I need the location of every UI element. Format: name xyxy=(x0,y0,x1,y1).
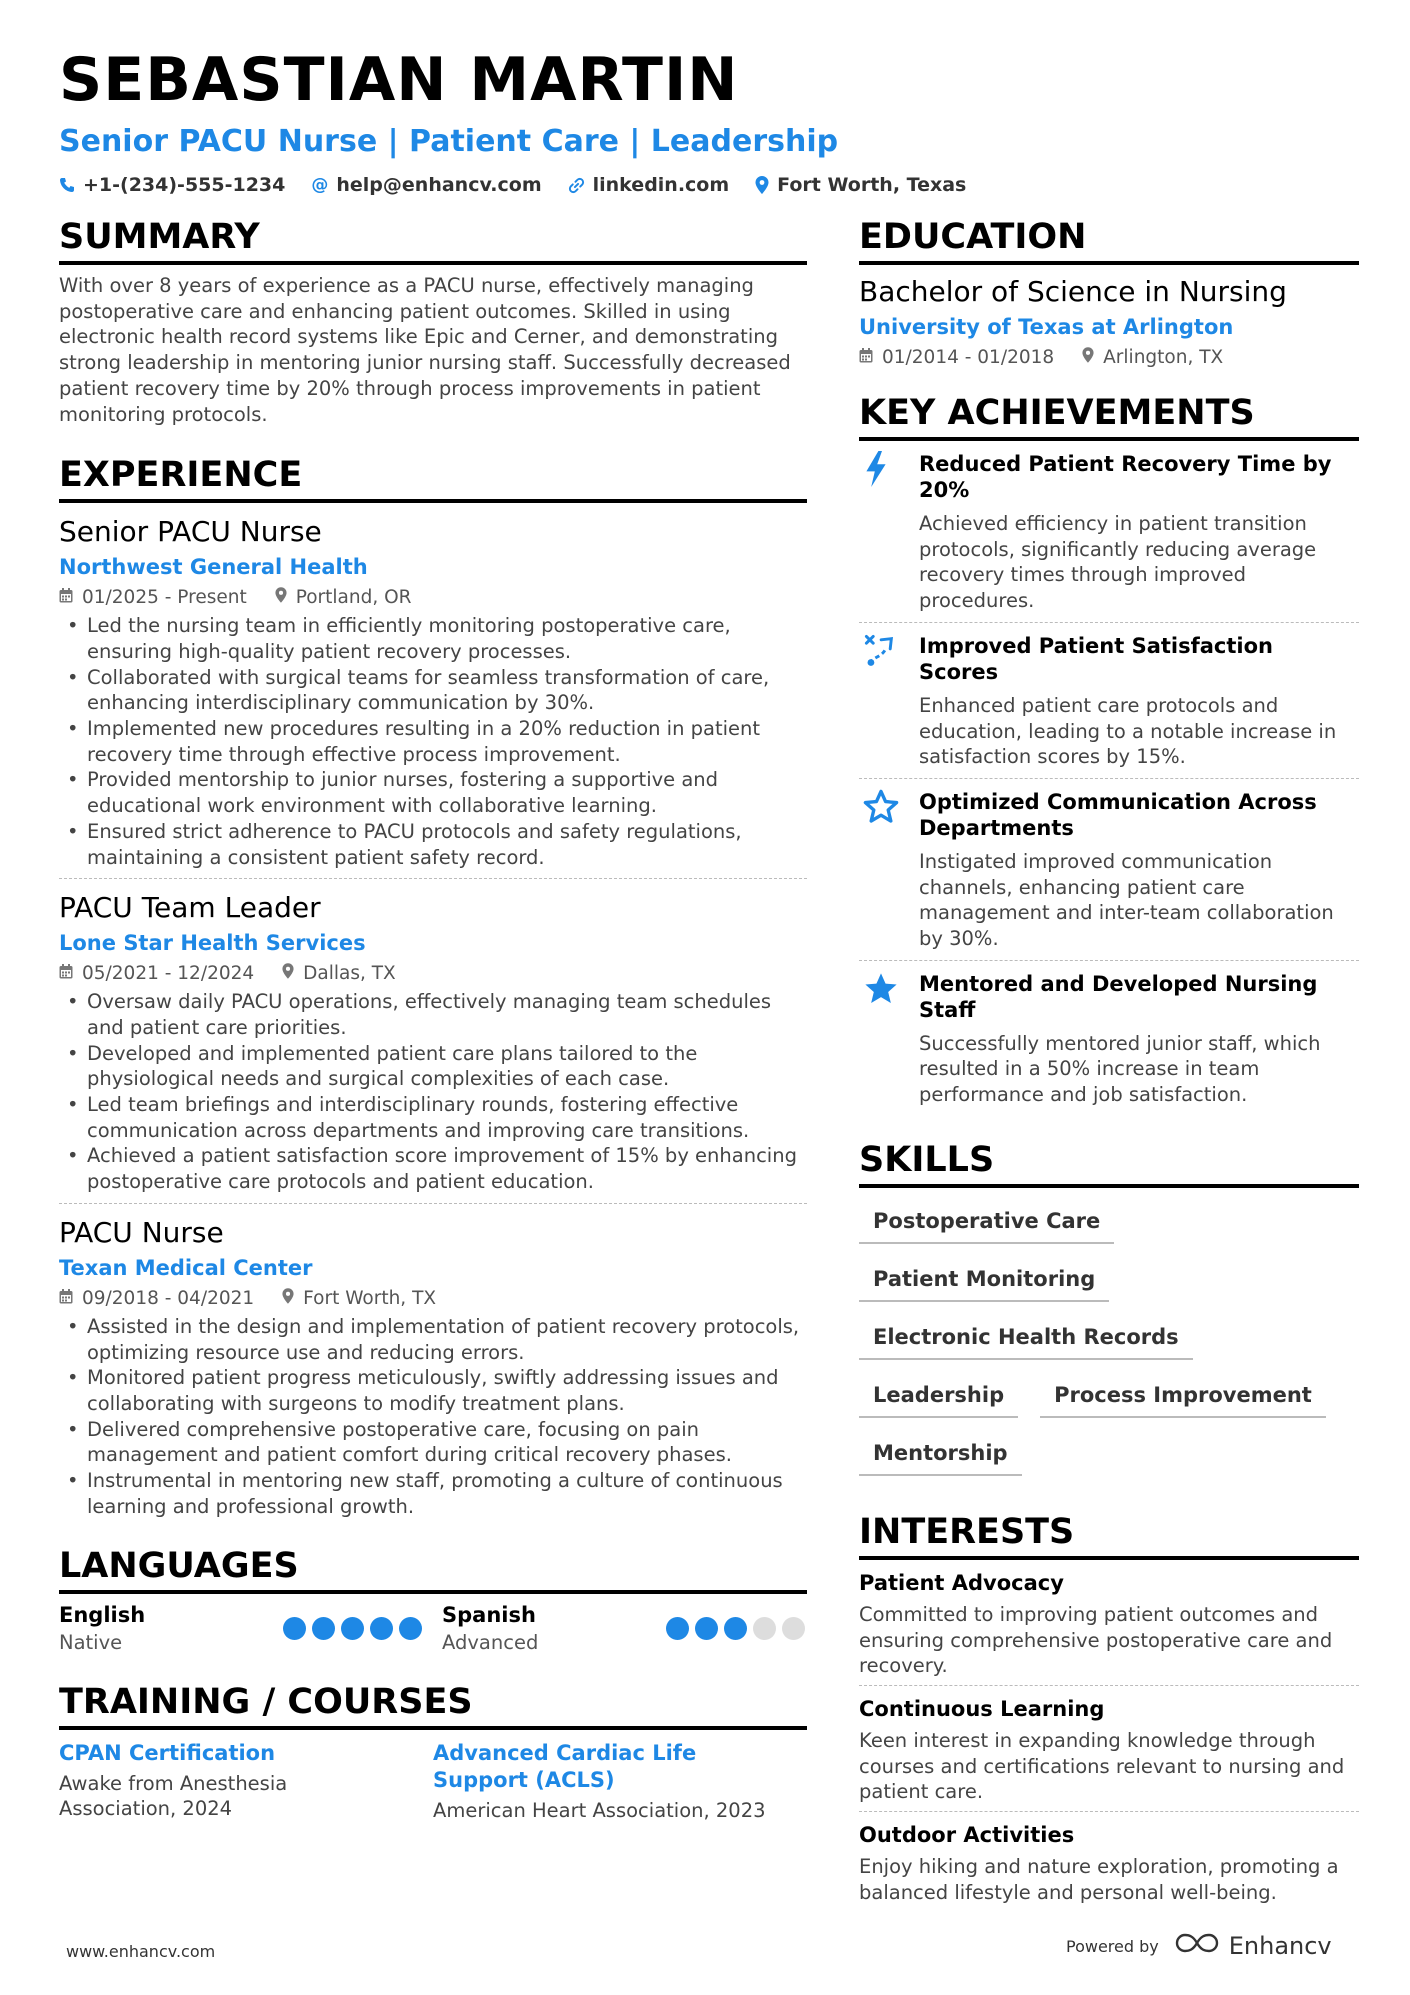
course-org: Awake from Anesthesia Association, 2024 xyxy=(59,1771,288,1821)
job-bullet: • Delivered comprehensive postoperative care, focusing on pain management and patient comfort during critical recovery phases. xyxy=(59,1417,807,1468)
education-school: University of Texas at Arlington xyxy=(859,315,1234,339)
strategy-icon xyxy=(859,633,919,770)
skills-heading: SKILLS xyxy=(859,1138,1359,1188)
job-dates: 05/2021 - 12/2024 xyxy=(82,963,255,985)
rating-dot-filled xyxy=(666,1617,689,1640)
job-location: Fort Worth, TX xyxy=(303,1287,437,1309)
interest-desc: Keen interest in expanding knowledge through courses and certifications relevant to nursing and patient care. xyxy=(859,1728,1345,1804)
summary-section xyxy=(59,215,807,427)
education-dates: 01/2014 - 01/2018 xyxy=(882,347,1055,368)
interest-title: Patient Advocacy xyxy=(859,1570,1064,1595)
language-rating xyxy=(283,1617,422,1640)
job-bullet: • Led team briefings and interdisciplinary rounds, fostering effective communication across departments and improving care transitions. xyxy=(59,1092,807,1143)
rating-dot-filled xyxy=(370,1617,393,1640)
job-meta xyxy=(59,1286,807,1312)
location-icon xyxy=(755,176,769,194)
language-item xyxy=(59,1602,424,1656)
candidate-title: Senior PACU Nurse | Patient Care | Leadership xyxy=(59,124,839,159)
right-column xyxy=(859,215,1359,1911)
job-bullet: • Achieved a patient satisfaction score improvement of 15% by enhancing postoperative care protocols and patient education. xyxy=(59,1143,807,1194)
achievement-item xyxy=(859,441,1359,622)
training-section xyxy=(59,1680,807,1824)
star-filled-icon xyxy=(859,971,919,1108)
job-company: Northwest General Health xyxy=(59,555,368,580)
job-location: Portland, OR xyxy=(295,587,412,609)
rating-dot-filled xyxy=(341,1617,364,1640)
achievements-heading: KEY ACHIEVEMENTS xyxy=(859,391,1359,441)
footer-branding xyxy=(1066,1932,1332,1960)
phone-icon xyxy=(59,177,75,193)
contact-phone[interactable] xyxy=(59,174,285,196)
skill-tag: Electronic Health Records xyxy=(859,1318,1193,1360)
rating-dot-filled xyxy=(695,1617,718,1640)
calendar-icon xyxy=(59,585,73,611)
education-location: Arlington, TX xyxy=(1103,347,1224,368)
course-title: CPAN Certification xyxy=(59,1740,276,1765)
language-rating xyxy=(666,1617,805,1640)
job-bullets xyxy=(59,1314,807,1528)
job-location: Dallas, TX xyxy=(303,963,396,985)
course-org: American Heart Association, 2023 xyxy=(433,1798,766,1822)
summary-text: With over 8 years of experience as a PACU nurse, effectively managing postoperative care and enhancing patient outcomes. Skilled in using electronic health record systems like Epic and Cerner, and demonstrating strong leadership in mentoring junior nursing staff. Successfully decreased patient recovery time by 20% through process improvements in patient monitoring protocols. xyxy=(59,274,791,426)
interest-title: Outdoor Activities xyxy=(859,1823,1075,1848)
location-icon xyxy=(275,585,287,611)
infinity-icon xyxy=(1173,1932,1221,1960)
achievement-desc: Instigated improved communication channels, enhancing patient care management and inter-team collaboration by 30%. xyxy=(919,849,1334,951)
contact-bar xyxy=(59,174,1359,196)
rating-dot-filled xyxy=(283,1617,306,1640)
rating-dot-filled xyxy=(399,1617,422,1640)
footer-website[interactable]: www.enhancv.com xyxy=(66,1942,216,1961)
interest-item xyxy=(859,1811,1359,1911)
course-title: Advanced Cardiac Life Support (ACLS) xyxy=(433,1740,697,1792)
location-icon xyxy=(1082,345,1094,371)
achievement-desc: Achieved efficiency in patient transition protocols, significantly reducing average recovery times through improved procedures. xyxy=(919,512,1317,613)
contact-email[interactable] xyxy=(311,174,541,196)
language-name: English xyxy=(59,1602,146,1627)
achievement-item xyxy=(859,778,1359,960)
resume-header xyxy=(59,44,1359,196)
interest-desc: Committed to improving patient outcomes and ensuring comprehensive postoperative care and recovery. xyxy=(859,1602,1333,1678)
job-bullet: • Developed and implemented patient care plans tailored to the physiological needs and surgical complexities of each case. xyxy=(59,1041,807,1092)
language-item xyxy=(442,1602,807,1656)
skill-tag: Leadership xyxy=(859,1376,1018,1418)
job-title: PACU Nurse xyxy=(59,1215,224,1249)
language-level: Advanced xyxy=(442,1630,539,1654)
contact-linkedin-text: linkedin.com xyxy=(592,174,730,196)
skill-tag: Patient Monitoring xyxy=(859,1260,1109,1302)
contact-phone-text: +1-(234)-555-1234 xyxy=(83,174,286,196)
job-dates: 09/2018 - 04/2021 xyxy=(82,1287,255,1309)
language-level: Native xyxy=(59,1630,123,1654)
job-meta xyxy=(59,961,807,987)
languages-heading: LANGUAGES xyxy=(59,1544,807,1594)
course-item xyxy=(59,1740,433,1824)
language-name: Spanish xyxy=(442,1602,536,1627)
education-meta xyxy=(859,345,1359,371)
lightning-icon xyxy=(859,451,919,614)
location-icon xyxy=(282,961,294,987)
job-bullets xyxy=(59,989,807,1203)
job-bullet: • Instrumental in mentoring new staff, promoting a culture of continuous learning and professional growth. xyxy=(59,1468,807,1519)
calendar-icon xyxy=(859,345,873,371)
job-meta xyxy=(59,585,807,611)
link-icon xyxy=(568,177,585,194)
job-bullet: • Collaborated with surgical teams for seamless transformation of care, enhancing interdisciplinary communication by 30%. xyxy=(59,665,807,716)
interest-desc: Enjoy hiking and nature exploration, promoting a balanced lifestyle and personal well-being. xyxy=(859,1855,1339,1904)
skills-section xyxy=(859,1138,1359,1476)
star-outline-icon xyxy=(859,789,919,952)
experience-heading: EXPERIENCE xyxy=(59,453,807,503)
interest-item xyxy=(859,1560,1359,1685)
job-company: Lone Star Health Services xyxy=(59,931,366,956)
job-title: Senior PACU Nurse xyxy=(59,515,322,549)
location-icon xyxy=(282,1286,294,1312)
achievement-desc: Successfully mentored junior staff, which resulted in a 50% increase in team performance and job satisfaction. xyxy=(919,1031,1321,1107)
languages-list xyxy=(59,1602,807,1656)
courses-list xyxy=(59,1740,807,1824)
contact-linkedin[interactable] xyxy=(568,174,730,196)
achievement-item xyxy=(859,960,1359,1116)
summary-heading: SUMMARY xyxy=(59,215,807,265)
rating-dot-filled xyxy=(724,1617,747,1640)
achievements-section xyxy=(859,391,1359,1116)
achievement-item xyxy=(859,622,1359,778)
achievement-title: Reduced Patient Recovery Time by 20% xyxy=(919,452,1332,502)
job-bullet: • Monitored patient progress meticulously, swiftly addressing issues and collaborating with surgeons to modify treatment plans. xyxy=(59,1365,807,1416)
skill-tag: Mentorship xyxy=(859,1434,1022,1476)
training-heading: TRAINING / COURSES xyxy=(59,1680,807,1730)
powered-by-label: Powered by xyxy=(1066,1936,1159,1956)
job-title: PACU Team Leader xyxy=(59,891,321,925)
job-company: Texan Medical Center xyxy=(59,1255,313,1280)
education-section xyxy=(859,215,1359,371)
education-heading: EDUCATION xyxy=(859,215,1359,265)
calendar-icon xyxy=(59,1286,73,1312)
interests-heading: INTERESTS xyxy=(859,1510,1359,1560)
achievement-desc: Enhanced patient care protocols and education, leading to a notable increase in satisfaction scores by 15%. xyxy=(919,693,1337,769)
brand-name: Enhancv xyxy=(1228,1932,1332,1960)
skill-tag: Process Improvement xyxy=(1040,1376,1326,1418)
job-dates: 01/2025 - Present xyxy=(82,587,247,609)
rating-dot-empty xyxy=(782,1617,805,1640)
course-item xyxy=(433,1740,807,1824)
achievement-title: Mentored and Developed Nursing Staff xyxy=(919,971,1318,1022)
job-bullets xyxy=(59,613,807,878)
enhancv-logo[interactable] xyxy=(1173,1932,1332,1960)
interests-section xyxy=(859,1510,1359,1912)
interest-title: Continuous Learning xyxy=(859,1696,1105,1721)
achievement-title: Improved Patient Satisfaction Scores xyxy=(919,633,1273,684)
job-bullet: • Ensured strict adherence to PACU protocols and safety regulations, maintaining a consistent patient safety record. xyxy=(59,819,807,870)
interest-item xyxy=(859,1685,1359,1811)
job-bullet: • Assisted in the design and implementation of patient recovery protocols, optimizing resource use and reducing errors. xyxy=(59,1314,807,1365)
job-bullet: • Oversaw daily PACU operations, effectively managing team schedules and patient care priorities. xyxy=(59,989,807,1040)
skill-tag: Postoperative Care xyxy=(859,1202,1114,1244)
education-degree: Bachelor of Science in Nursing xyxy=(859,275,1287,308)
candidate-name: SEBASTIAN MARTIN xyxy=(59,45,739,115)
job-entry xyxy=(59,1203,807,1528)
languages-section xyxy=(59,1544,807,1656)
rating-dot-empty xyxy=(753,1617,776,1640)
job-bullet: • Led the nursing team in efficiently monitoring postoperative care, ensuring high-quality patient recovery processes. xyxy=(59,613,807,664)
job-entry xyxy=(59,878,807,1203)
skills-list xyxy=(859,1202,1359,1476)
contact-email-text: help@enhancv.com xyxy=(336,174,542,196)
job-bullet: • Provided mentorship to junior nurses, fostering a supportive and educational work environment with collaborative learning. xyxy=(59,767,807,818)
contact-location xyxy=(755,174,966,196)
left-column xyxy=(59,215,807,1823)
job-entry xyxy=(59,503,807,878)
calendar-icon xyxy=(59,961,73,987)
rating-dot-filled xyxy=(312,1617,335,1640)
achievement-title: Optimized Communication Across Departments xyxy=(919,789,1317,840)
contact-location-text: Fort Worth, Texas xyxy=(777,174,967,196)
experience-section xyxy=(59,453,807,1527)
at-icon: @ xyxy=(311,175,329,195)
job-bullet: • Implemented new procedures resulting in a 20% reduction in patient recovery time through effective process improvement. xyxy=(59,716,807,767)
